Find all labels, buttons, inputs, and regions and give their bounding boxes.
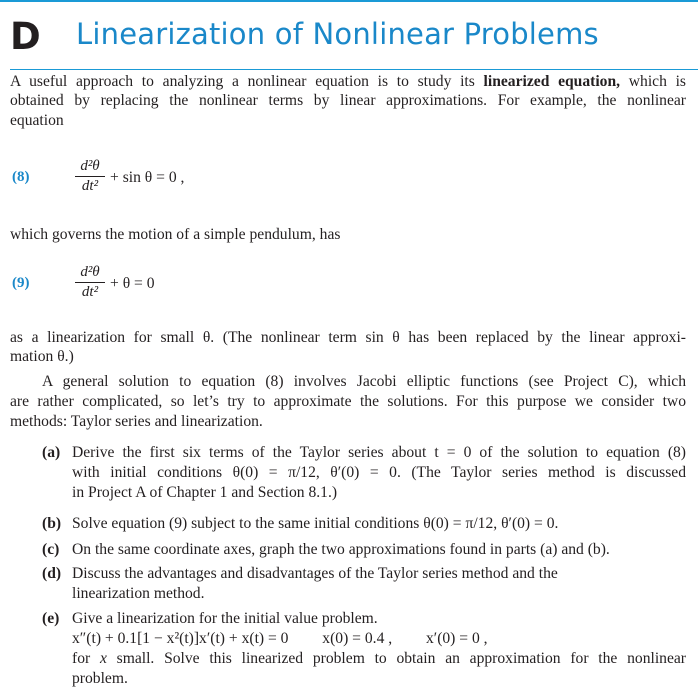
list-item-a <box>42 443 686 503</box>
item-e-initial-condition-1: x(0) = 0.4 , <box>322 630 393 647</box>
equation-8-numerator: d²θ <box>80 158 100 174</box>
equation-9-number: (9) <box>12 275 30 291</box>
item-e-variable: x <box>99 650 107 667</box>
linearization-line-1: as a linearization for small θ. (The nonlinear term sin θ has been replaced by the linear approxi- <box>10 329 686 346</box>
equation-9-fraction <box>75 264 105 301</box>
item-e-initial-condition-2: x′(0) = 0 , <box>425 630 488 647</box>
list-item-b <box>42 514 686 534</box>
intro-bold-term: linearized equation, <box>483 73 621 90</box>
section-title: Linearization of Nonlinear Problems <box>76 17 599 51</box>
general-line-1: A general solution to equation (8) involves Jacobi elliptic functions (see Project C), which <box>42 373 686 390</box>
item-e-line-1: Give a linearization for the initial value problem. <box>72 610 378 627</box>
item-e-text-tail: small. Solve this linearized problem to obtain an approximation for the nonlinear <box>106 650 686 667</box>
item-e-line-3 <box>72 649 686 669</box>
intro-line-2: obtained by replacing the nonlinear terms by linear approximations. For example, the nonlinear <box>10 92 686 109</box>
equation-8-denominator: dt² <box>81 178 99 194</box>
linearization-line-2: mation θ.) <box>10 348 74 365</box>
item-e-line-4: problem. <box>72 670 128 687</box>
equation-8-fraction <box>75 158 105 195</box>
item-b-line-1: Solve equation (9) subject to the same initial conditions θ(0) = π/12, θ′(0) = 0. <box>72 515 559 532</box>
item-c-label: (c) <box>42 541 60 558</box>
item-b-label: (b) <box>42 515 62 532</box>
item-c-line-1: On the same coordinate axes, graph the two approximations found in parts (a) and (b). <box>72 541 610 558</box>
intro-line-1 <box>10 72 686 92</box>
pendulum-text: which governs the motion of a simple pendulum, has <box>10 226 341 243</box>
list-item-c <box>42 540 686 560</box>
equation-9-rest: + θ = 0 <box>110 275 155 292</box>
item-d-label: (d) <box>42 565 62 582</box>
item-a-line-1: Derive the first six terms of the Taylor series about t = 0 of the solution to equation (8) <box>72 444 686 461</box>
equation-8-rest: + sin θ = 0 , <box>110 169 185 186</box>
item-e-ode: x″(t) + 0.1[1 − x²(t)]x′(t) + x(t) = 0 <box>72 630 289 647</box>
list-item-d <box>42 564 686 604</box>
section-letter: D <box>10 15 41 58</box>
equation-9-numerator: d²θ <box>80 264 100 280</box>
general-line-2: are rather complicated, so let’s try to approximate the solutions. For this purpose we consider two <box>10 393 686 410</box>
general-line-3: methods: Taylor series and linearization. <box>10 413 263 430</box>
item-a-line-2: with initial conditions θ(0) = π/12, θ′(0) = 0. (The Taylor series method is discussed <box>72 464 686 481</box>
item-a-line-3: in Project A of Chapter 1 and Section 8.1.) <box>72 484 338 501</box>
item-a-label: (a) <box>42 444 61 461</box>
intro-line-3: equation <box>10 112 64 129</box>
item-d-line-1: Discuss the advantages and disadvantages of the Taylor series method and the <box>72 565 558 582</box>
intro-text-tail: which is <box>620 73 686 90</box>
item-e-label: (e) <box>42 610 60 627</box>
intro-text: A useful approach to analyzing a nonlinear equation is to study its <box>10 73 484 90</box>
equation-9-denominator: dt² <box>81 284 99 300</box>
list-item-e <box>42 609 686 695</box>
item-d-line-2: linearization method. <box>72 585 205 602</box>
header-rule <box>10 69 698 70</box>
equation-8-number: (8) <box>12 169 30 185</box>
top-accent-rule <box>0 0 698 2</box>
item-e-equation <box>72 629 686 649</box>
item-e-text: for <box>72 650 100 667</box>
